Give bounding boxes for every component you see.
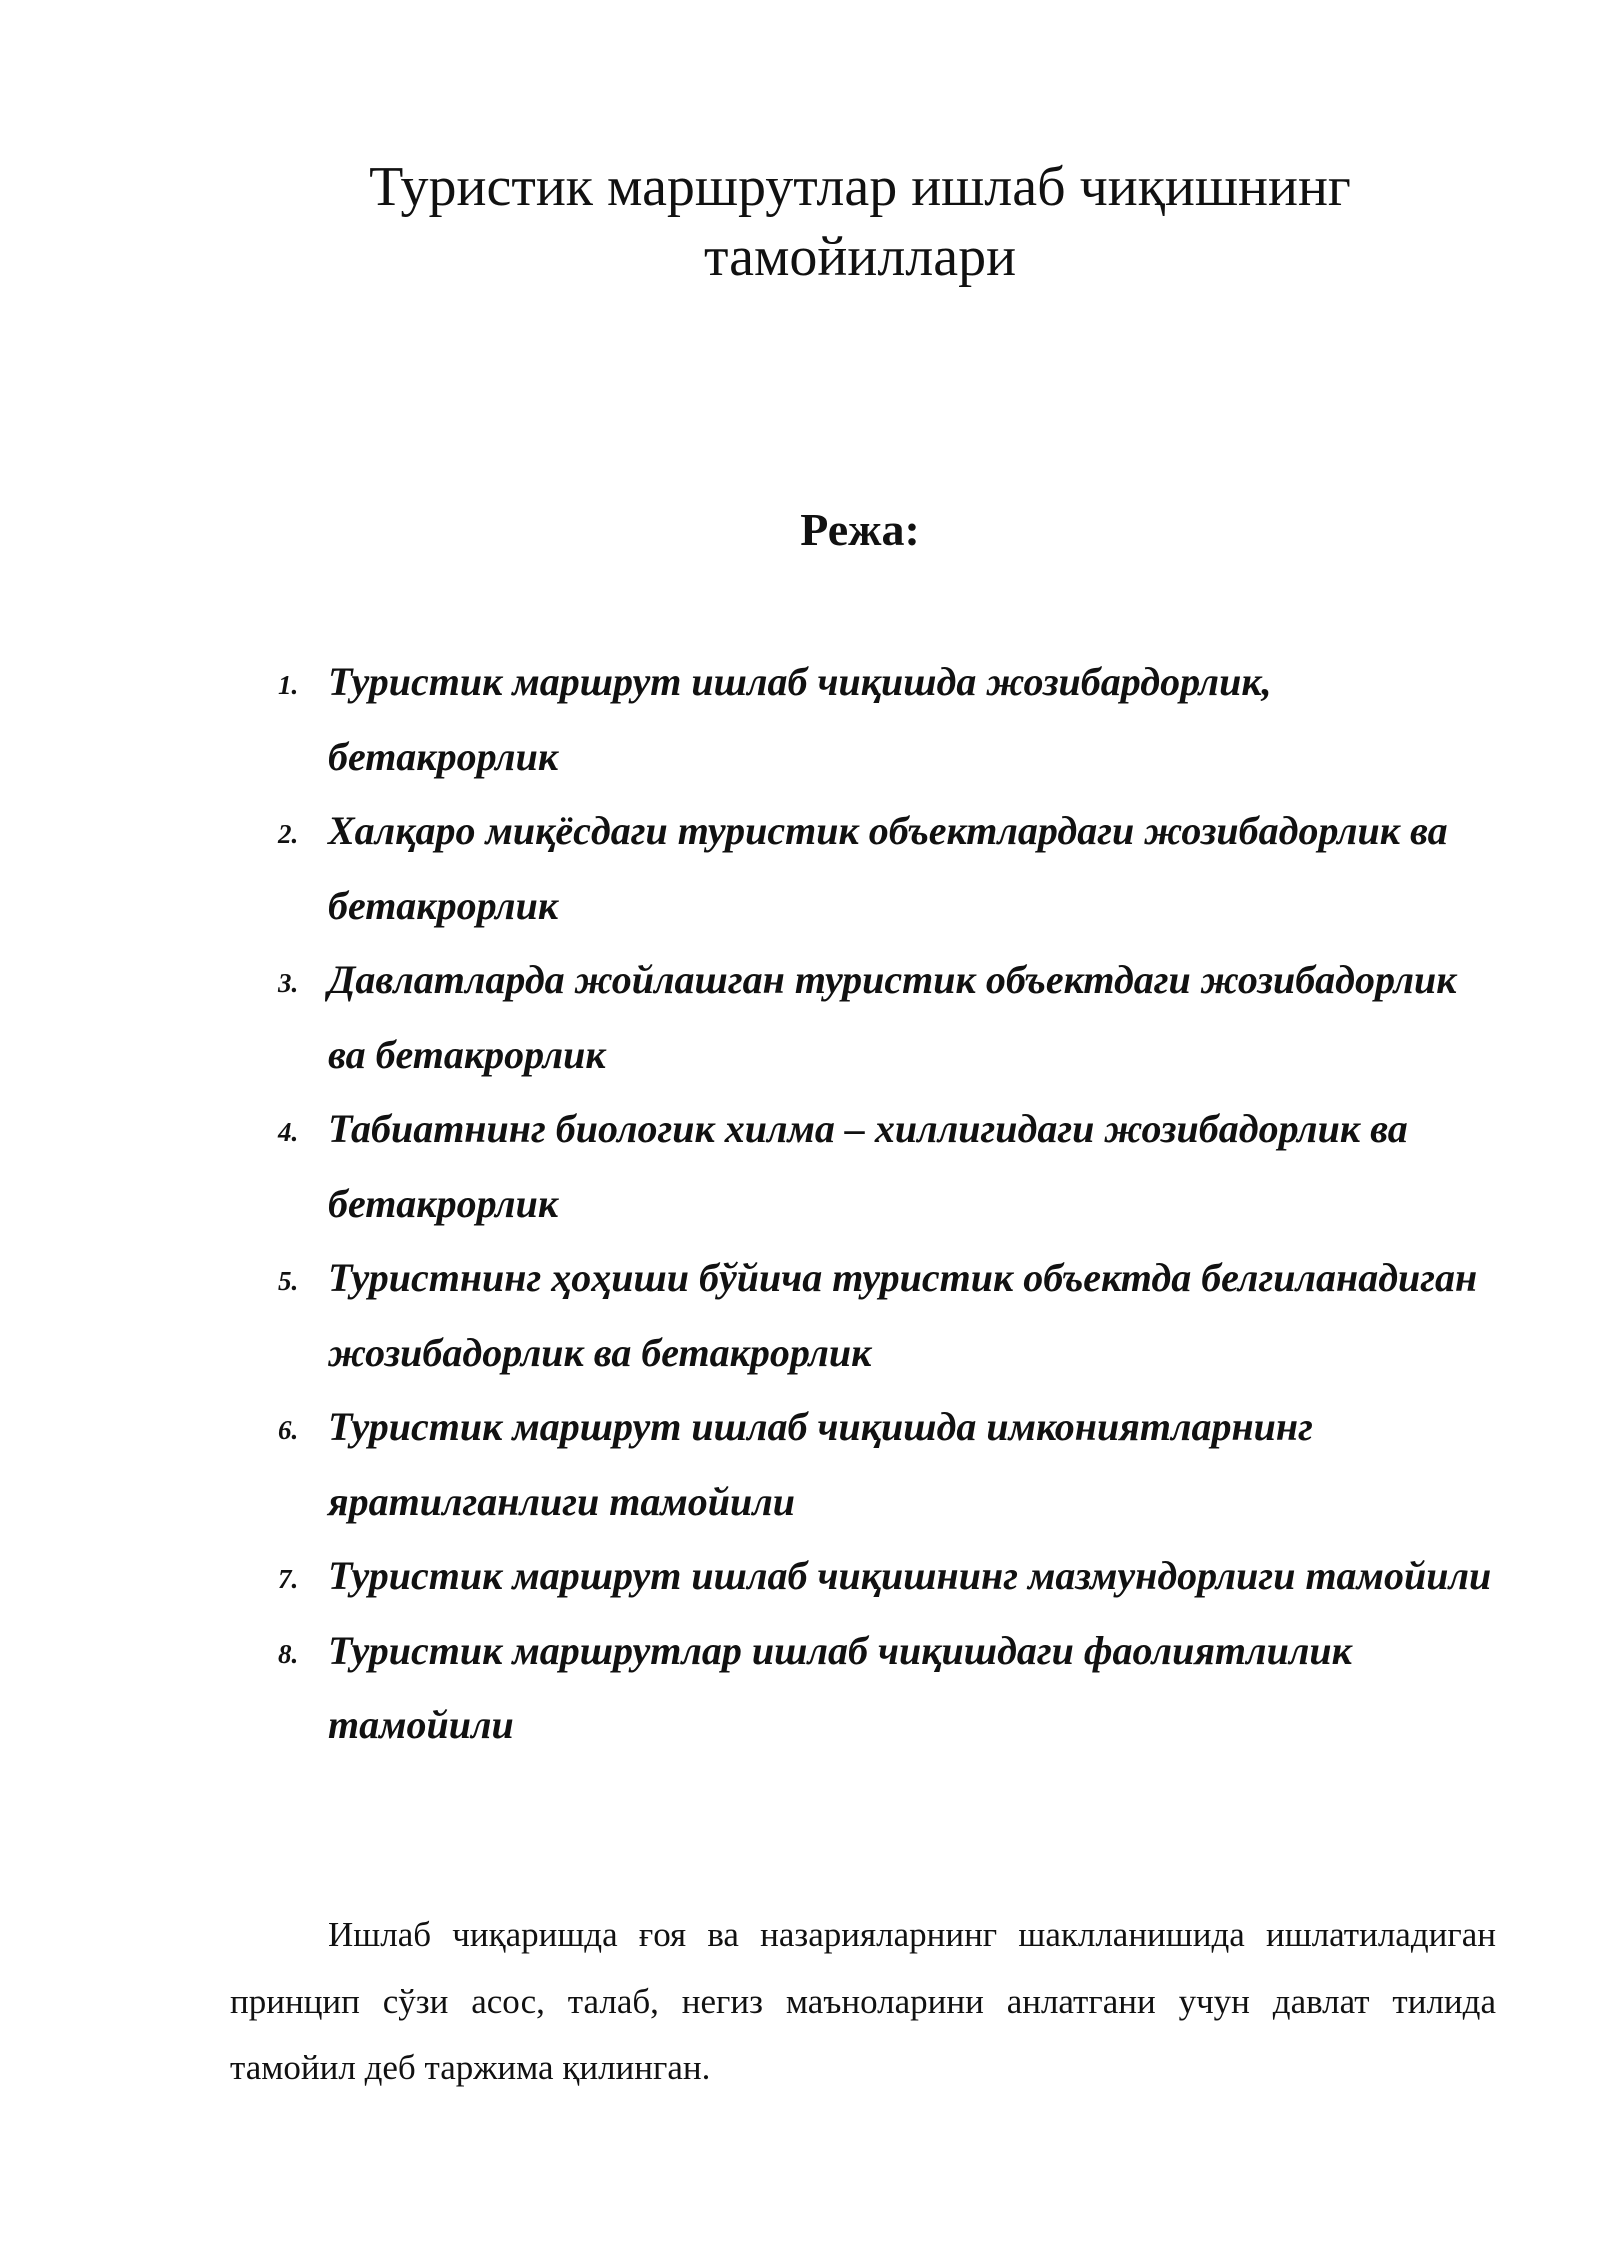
plan-item-text: Туристик маршрут ишлаб чиқишда имкониятларнинг яратилганлиги тамойили bbox=[328, 1404, 1313, 1524]
plan-item-text: Табиатнинг биологик хилма – хиллигидаги жозибадорлик ва бетакрорлик bbox=[328, 1106, 1408, 1226]
plan-item-text: Туристик маршрутлар ишлаб чиқишдаги фаолиятлилик тамойили bbox=[328, 1627, 1352, 1747]
plan-item-number: 3. bbox=[278, 968, 299, 998]
plan-item-number: 2. bbox=[278, 819, 299, 849]
plan-item-number: 5. bbox=[278, 1266, 299, 1296]
plan-item bbox=[260, 943, 1500, 1092]
plan-item-number: 6. bbox=[278, 1415, 299, 1445]
plan-item-number: 7. bbox=[278, 1564, 299, 1594]
plan-item bbox=[260, 1092, 1500, 1241]
plan-item bbox=[260, 1539, 1500, 1614]
plan-item bbox=[260, 1614, 1500, 1763]
plan-item-text: Халқаро миқёсдаги туристик объектлардаги жозибадорлик ва бетакрорлик bbox=[328, 808, 1448, 928]
plan-item-number: 4. bbox=[278, 1117, 299, 1147]
plan-item-number: 1. bbox=[278, 670, 299, 700]
plan-item-text: Давлатларда жойлашган туристик объектдаги жозибадорлик ва бетакрорлик bbox=[328, 957, 1457, 1077]
plan-item bbox=[260, 1390, 1500, 1539]
plan-item bbox=[260, 645, 1500, 794]
plan-item bbox=[260, 794, 1500, 943]
plan-item-number: 8. bbox=[278, 1638, 299, 1669]
plan-item-text: Туристик маршрут ишлаб чиқишда жозибардорлик, бетакрорлик bbox=[328, 659, 1272, 779]
plan-list bbox=[260, 645, 1500, 1763]
plan-item-text: Туристик маршрут ишлаб чиқишнинг мазмундорлиги тамойили bbox=[328, 1553, 1492, 1598]
plan-item bbox=[260, 1241, 1500, 1390]
document-title: Туристик маршрутлар ишлаб чиқишнинг тамойиллари bbox=[369, 156, 1351, 288]
body-paragraph: Ишлаб чиқаришда ғоя ва назарияларнинг шаклланишида ишлатиладиган принцип сўзи асос, талаб, негиз маъноларини анлатгани учун давлат тилида тамойил деб таржима қилинган. bbox=[230, 1915, 1496, 2087]
plan-item-text: Туристнинг ҳоҳиши бўйича туристик объектда белгиланадиган жозибадорлик ва бетакрорлик bbox=[328, 1255, 1478, 1375]
plan-heading: Режа: bbox=[800, 504, 920, 555]
